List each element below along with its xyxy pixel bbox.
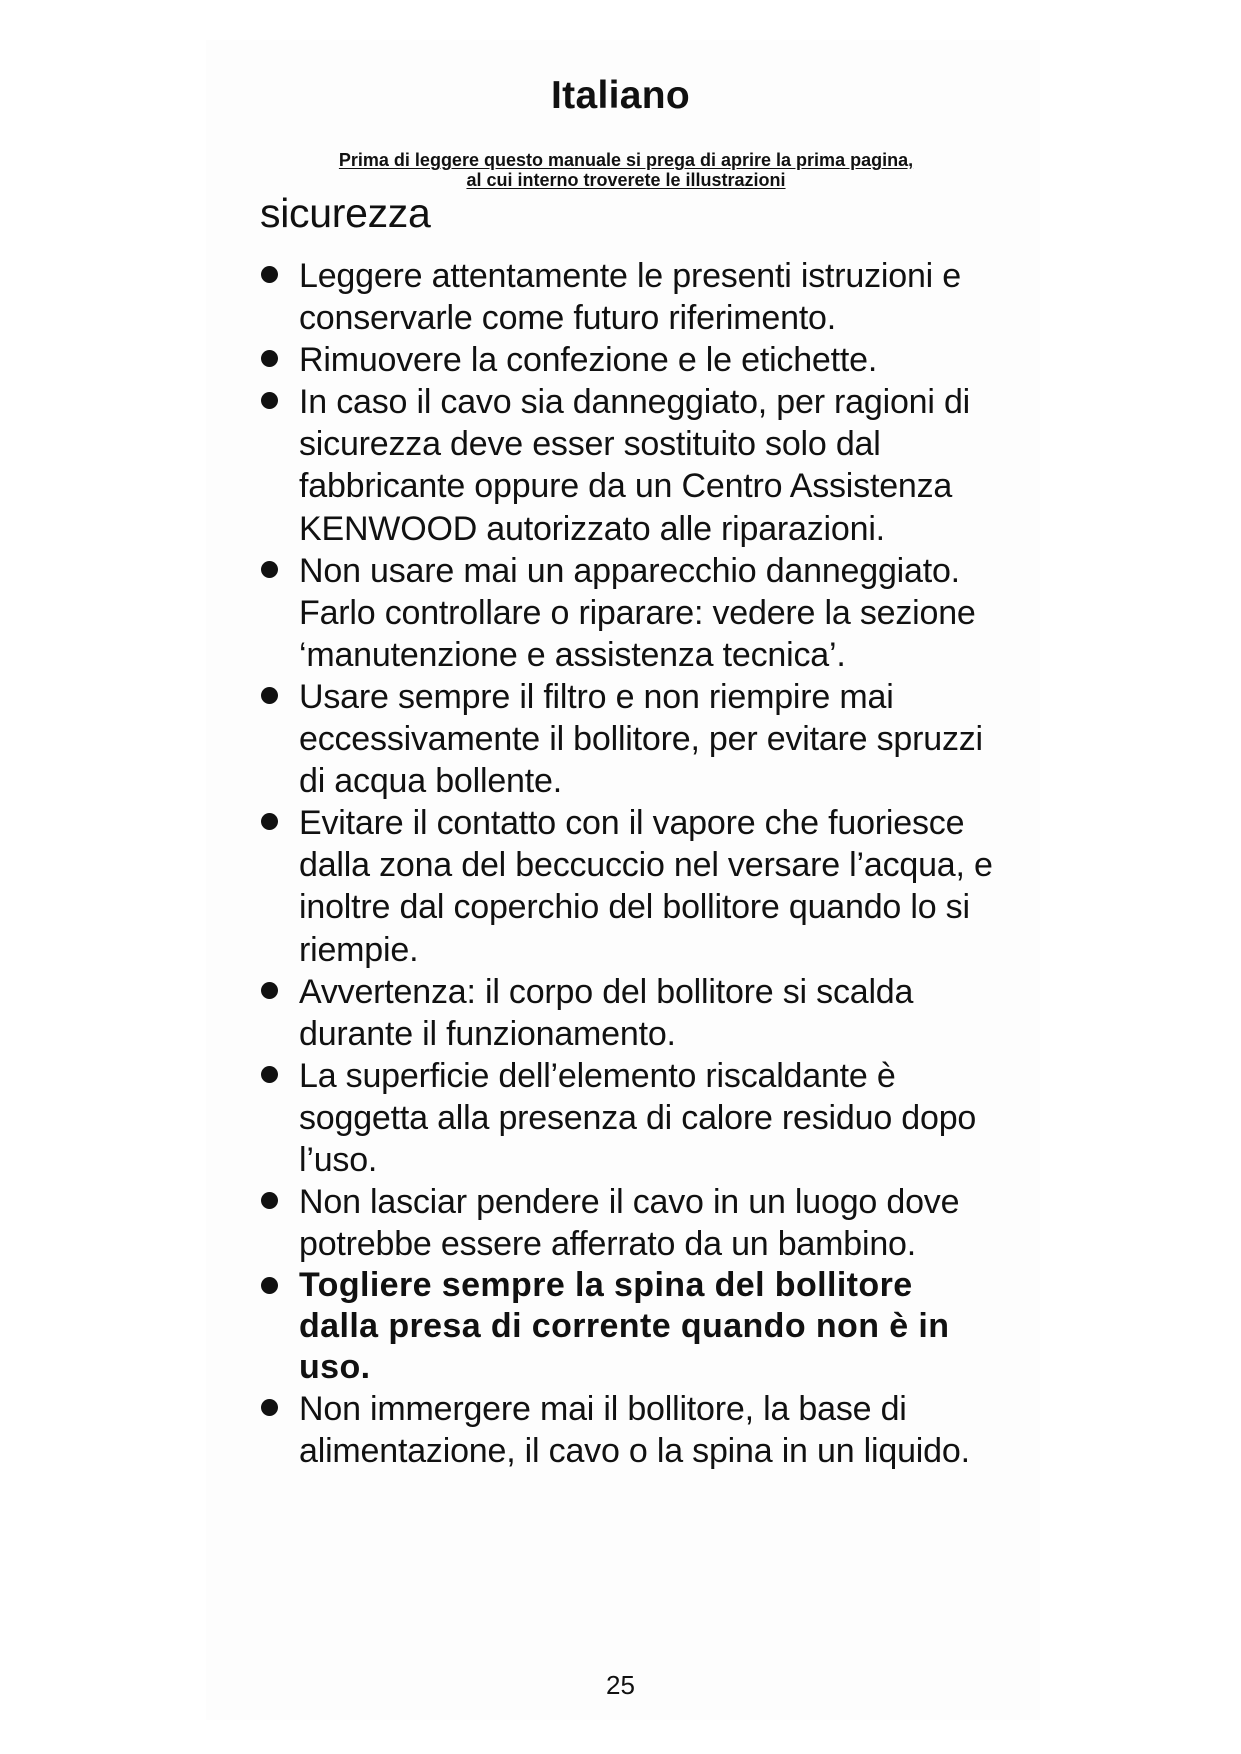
safety-item-residual-heat (258, 1055, 998, 1181)
language-title: Italiano (551, 74, 690, 117)
notice-line-2: al cui interno troverete le illustrazioni (466, 170, 786, 190)
section-title: sicurezza (260, 190, 431, 236)
safety-item-text: In caso il cavo sia danneggiato, per ragioni di sicurezza deve esser sostituito solo dal fabbricante oppure da un Centro Assistenza KENWOOD autorizzato alle riparazioni. (299, 383, 971, 548)
safety-item-text: Non immergere mai il bollitore, la base di alimentazione, il cavo o la spina in un liquido. (299, 1390, 970, 1471)
safety-item-text: Non usare mai un apparecchio danneggiato. Farlo controllare o riparare: vedere la sezione ‘manutenzione e assistenza tecnica’. (299, 551, 976, 674)
safety-item-damaged-cord (258, 381, 998, 549)
bullet-icon (261, 813, 278, 830)
bullet-icon (261, 1192, 278, 1209)
illustrations-notice (270, 150, 982, 190)
bullet-icon (261, 982, 278, 999)
safety-list (258, 255, 998, 1472)
safety-item-unplug-warning (258, 1265, 998, 1388)
safety-item-steam (258, 802, 998, 970)
safety-item-text: Avvertenza: il corpo del bollitore si scalda durante il funzionamento. (299, 972, 914, 1053)
bullet-icon (261, 392, 278, 409)
safety-item-damaged-appliance (258, 550, 998, 676)
safety-item-cord-children (258, 1181, 998, 1265)
safety-item-text: Evitare il contatto con il vapore che fuoriesce dalla zona del beccuccio nel versare l’acqua, e inoltre dal coperchio del bollitore quando lo si riempie. (299, 804, 993, 969)
safety-item-text: La superficie dell’elemento riscaldante è soggetta alla presenza di calore residuo dopo l’uso. (299, 1056, 977, 1179)
safety-item-remove-packaging (258, 339, 998, 381)
page-number: 25 (606, 1670, 635, 1700)
bullet-icon (261, 266, 278, 283)
notice-line-1: Prima di leggere questo manuale si prega di aprire la prima pagina, (338, 150, 914, 170)
safety-item-text: Togliere sempre la spina del bollitore dalla presa di corrente quando non è in uso. (299, 1266, 950, 1387)
bullet-icon (261, 350, 278, 367)
safety-item-filter (258, 676, 998, 802)
safety-item-text: Usare sempre il filtro e non riempire mai eccessivamente il bollitore, per evitare spruzzi di acqua bollente. (299, 677, 983, 801)
safety-item-text: Non lasciar pendere il cavo in un luogo dove potrebbe essere afferrato da un bambino. (299, 1183, 960, 1264)
bullet-icon (261, 1066, 278, 1083)
safety-item-no-immersion (258, 1388, 998, 1472)
safety-item-body-hot (258, 971, 998, 1055)
safety-item-read-instructions (258, 255, 998, 339)
bullet-icon (261, 1277, 278, 1294)
bullet-icon (261, 687, 278, 704)
bullet-icon (261, 561, 278, 578)
safety-item-text: Leggere attentamente le presenti istruzioni e conservarle come futuro riferimento. (299, 257, 961, 338)
bullet-icon (261, 1399, 278, 1416)
safety-item-text: Rimuovere la confezione e le etichette. (299, 341, 878, 380)
